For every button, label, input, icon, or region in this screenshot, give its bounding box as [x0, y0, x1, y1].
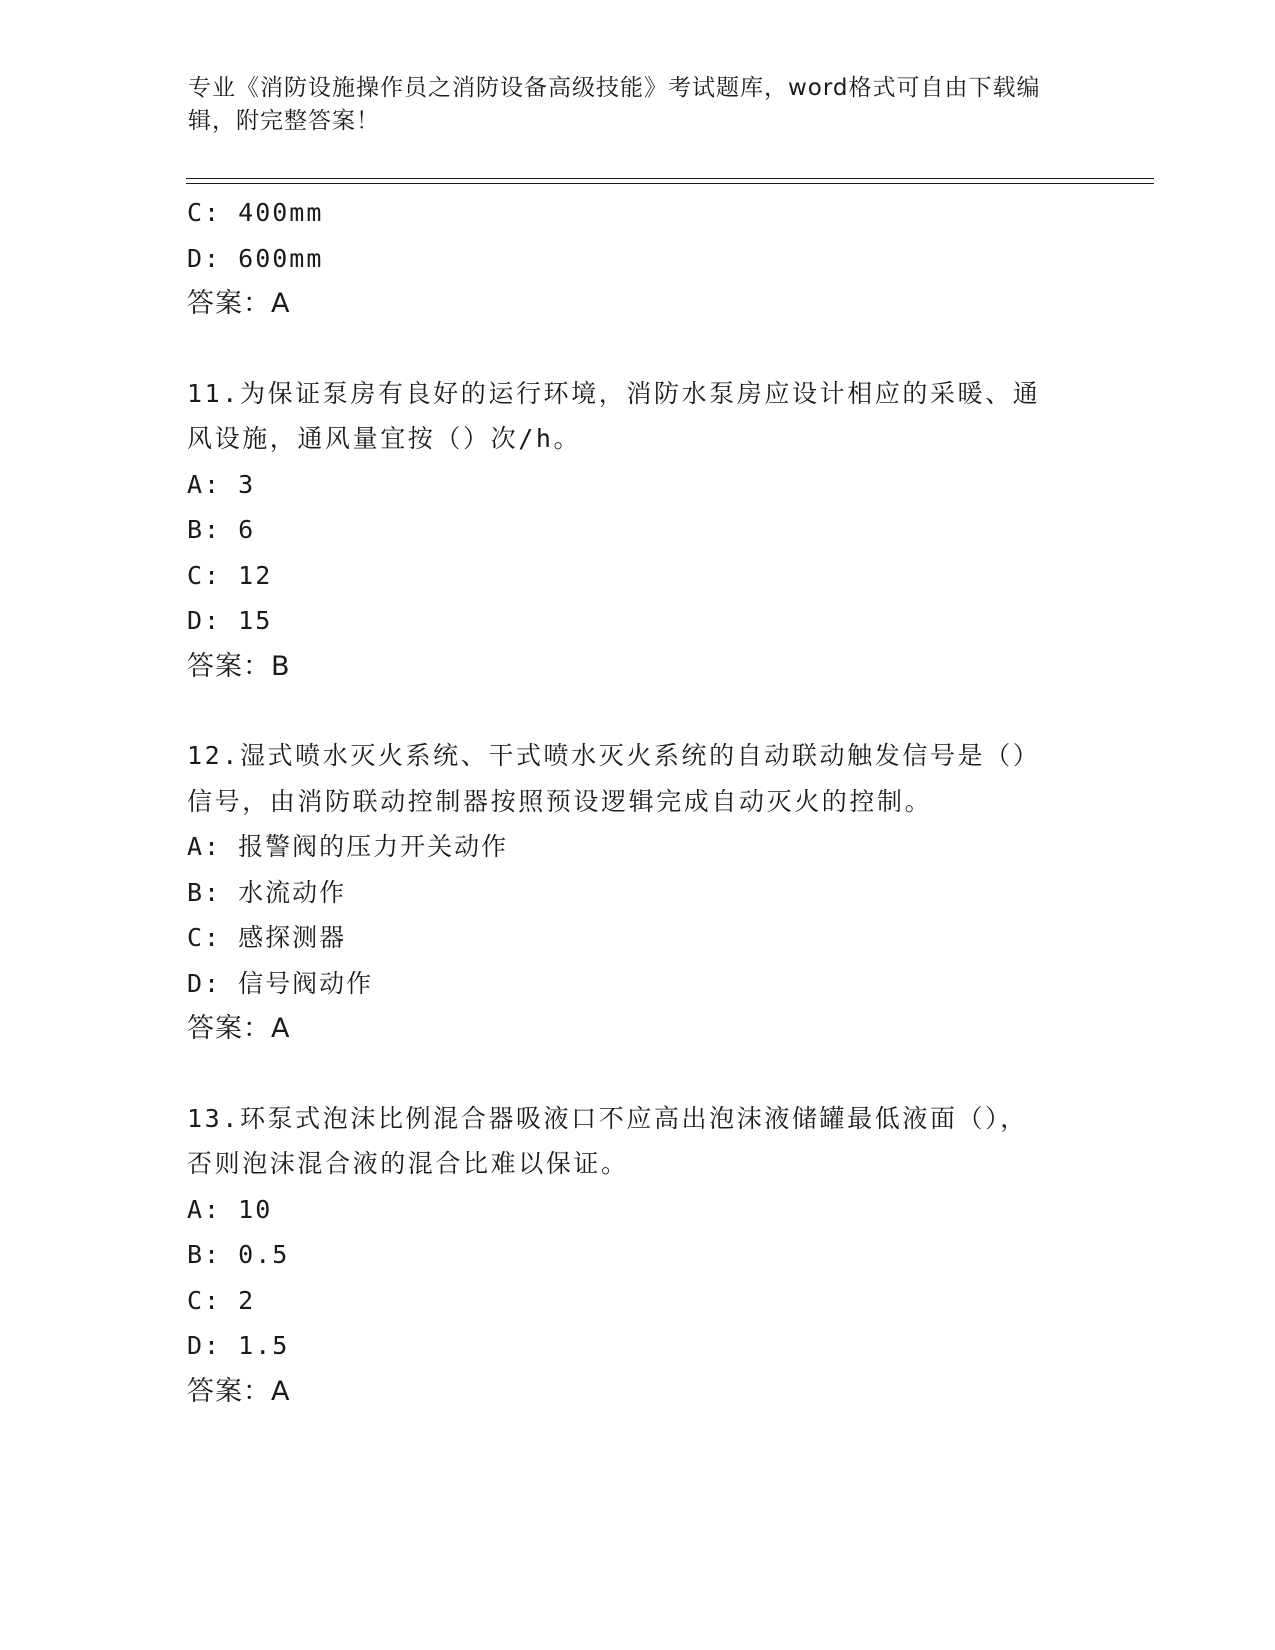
- option-b: B: 0.5: [187, 1240, 290, 1269]
- header-line-1: 专业《消防设施操作员之消防设备高级技能》考试题库，word格式可自由下载编: [188, 75, 1041, 101]
- option-a: A: 10: [187, 1194, 273, 1224]
- question-11: [187, 371, 1087, 690]
- option-c: C: 感探测器: [187, 923, 347, 952]
- question-text-line-1: 11.为保证泵房有良好的运行环境，消防水泵房应设计相应的采暖、通: [187, 378, 1041, 408]
- answer: 答案：A: [187, 288, 291, 319]
- question-13: [187, 1096, 1087, 1415]
- answer: 答案：A: [187, 1013, 291, 1044]
- option-d: D: 15: [187, 606, 273, 635]
- question-text-line-2: 信号，由消防联动控制器按照预设逻辑完成自动灭火的控制。: [187, 786, 933, 816]
- option-c: C: 12: [187, 560, 273, 590]
- question-text-line-2: 否则泡沫混合液的混合比难以保证。: [187, 1149, 629, 1178]
- document-header: [188, 72, 1078, 138]
- question-text: [187, 371, 1077, 462]
- header-rule-bottom: [186, 183, 1154, 184]
- question-text: [187, 1096, 1077, 1187]
- option-a: A: 报警阀的压力开关动作: [187, 832, 509, 861]
- header-rule-top: [186, 178, 1154, 179]
- option-d: D: 1.5: [187, 1331, 290, 1360]
- option-a: A: 3: [187, 469, 256, 499]
- header-line-2: 辑，附完整答案！: [188, 108, 380, 134]
- question-text-line-1: 12.湿式喷水灭火系统、干式喷水灭火系统的自动联动触发信号是（）: [187, 741, 1041, 770]
- option-b: B: 6: [187, 515, 256, 544]
- option-d: D: 600mm: [187, 243, 324, 273]
- option-d: D: 信号阀动作: [187, 968, 374, 998]
- option-c: C: 2: [187, 1285, 256, 1315]
- answer: 答案：A: [187, 1375, 291, 1407]
- question-text-line-2: 风设施，通风量宜按（）次/h。: [187, 424, 582, 453]
- answer: 答案：B: [187, 650, 291, 682]
- question-text-line-1: 13.环泵式泡沫比例混合器吸液口不应高出泡沫液储罐最低液面（），: [187, 1103, 1028, 1133]
- option-c: C: 400mm: [187, 198, 324, 227]
- previous-question-tail: [187, 190, 1087, 327]
- question-12: [187, 733, 1087, 1052]
- question-content: [187, 190, 1087, 1414]
- option-b: B: 水流动作: [187, 877, 347, 907]
- question-text: [187, 733, 1077, 824]
